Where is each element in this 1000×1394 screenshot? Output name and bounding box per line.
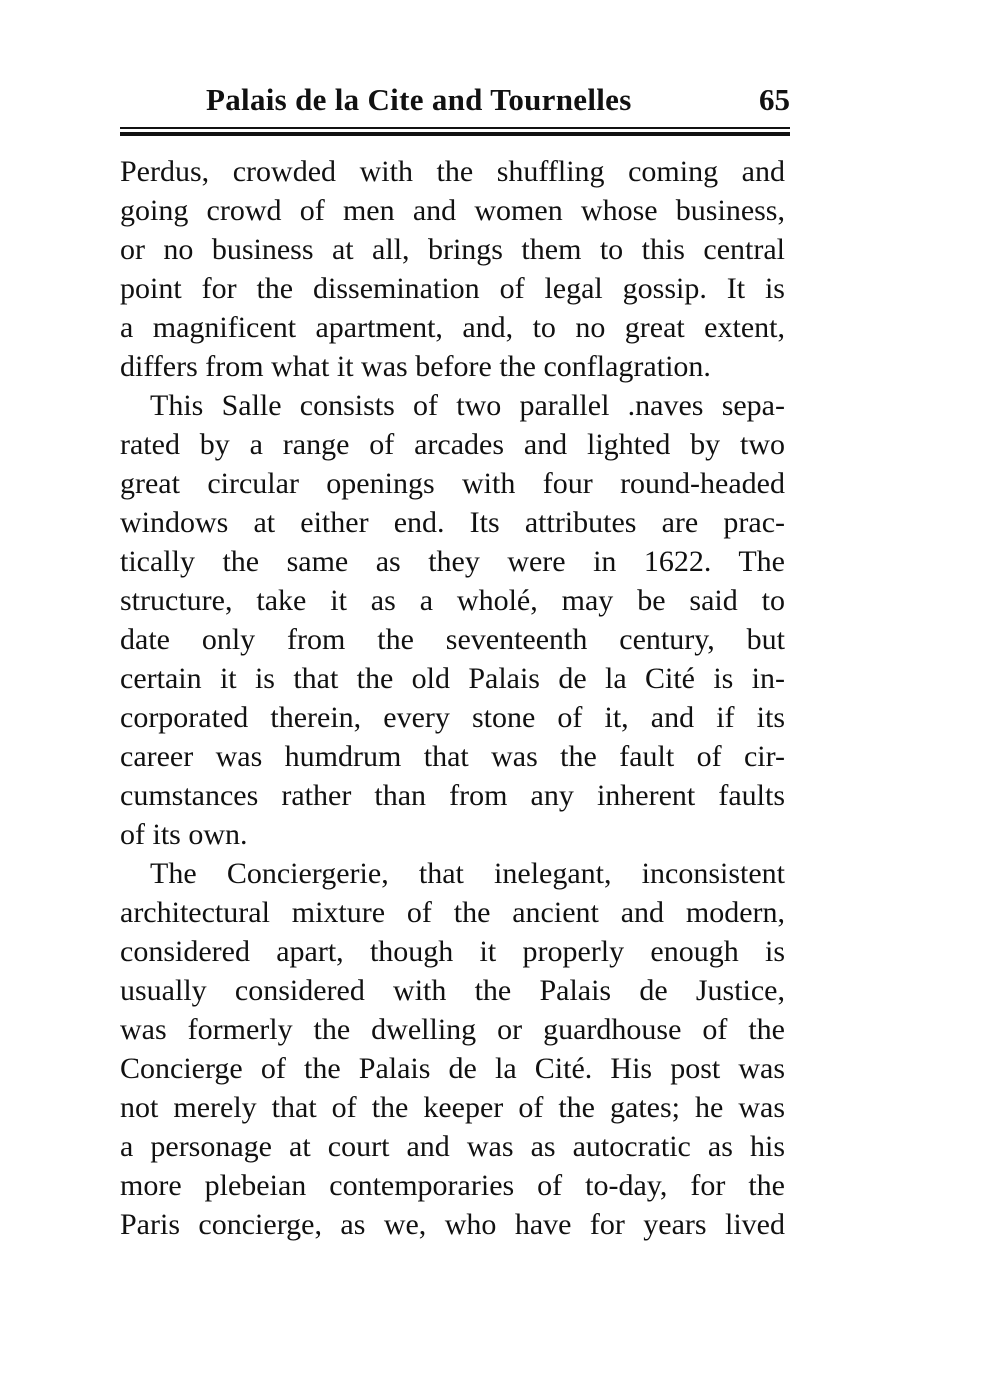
text-line: Concierge of the Palais de la Cité. His post was [120, 1052, 785, 1085]
text-line: cumstances rather than from any inherent faults [120, 779, 785, 812]
text-line: not merely that of the keeper of the gates; he was [120, 1091, 785, 1124]
page-number: 65 [759, 82, 790, 117]
running-title: Palais de la Cite and Tournelles [206, 82, 632, 117]
text-line: This Salle consists of two parallel .naves sepa- [150, 389, 785, 422]
text-line: more plebeian contemporaries of to-day, for the [120, 1169, 785, 1202]
text-line: tically the same as they were in 1622. The [120, 545, 785, 578]
text-line: usually considered with the Palais de Justice, [120, 974, 785, 1007]
text-line: a personage at court and was as autocratic as his [120, 1130, 785, 1163]
text-line: was formerly the dwelling or guardhouse of the [120, 1013, 785, 1046]
text-line: going crowd of men and women whose business, [120, 194, 785, 227]
header-rule-thin [120, 127, 790, 129]
text-line: or no business at all, brings them to this central [120, 233, 785, 266]
paragraph [120, 152, 785, 386]
text-line: considered apart, though it properly enough is [120, 935, 785, 968]
text-line: a magnificent apartment, and, to no great extent, [120, 311, 785, 344]
text-line: The Conciergerie, that inelegant, inconsistent [150, 857, 785, 890]
running-header [120, 82, 790, 122]
text-line: rated by a range of arcades and lighted by two [120, 428, 785, 461]
paragraph [120, 854, 785, 1244]
text-line: certain it is that the old Palais de la Cité is in- [120, 662, 785, 695]
text-line: windows at either end. Its attributes are prac- [120, 506, 785, 539]
text-line: architectural mixture of the ancient and modern, [120, 896, 785, 929]
text-line: of its own. [120, 818, 248, 851]
text-line: corporated therein, every stone of it, and if its [120, 701, 785, 734]
text-line: great circular openings with four round-headed [120, 467, 785, 500]
body-text [120, 152, 785, 1244]
text-line: date only from the seventeenth century, but [120, 623, 785, 656]
text-line: structure, take it as a wholé, may be said to [120, 584, 785, 617]
text-line: career was humdrum that was the fault of cir- [120, 740, 785, 773]
header-rule-thick [120, 132, 790, 136]
text-line: point for the dissemination of legal gossip. It is [120, 272, 785, 305]
text-line: differs from what it was before the conflagration. [120, 350, 711, 383]
paragraph [120, 386, 785, 854]
text-line: Paris concierge, as we, who have for years lived [120, 1208, 785, 1241]
text-line: Perdus, crowded with the shuffling coming and [120, 155, 785, 188]
